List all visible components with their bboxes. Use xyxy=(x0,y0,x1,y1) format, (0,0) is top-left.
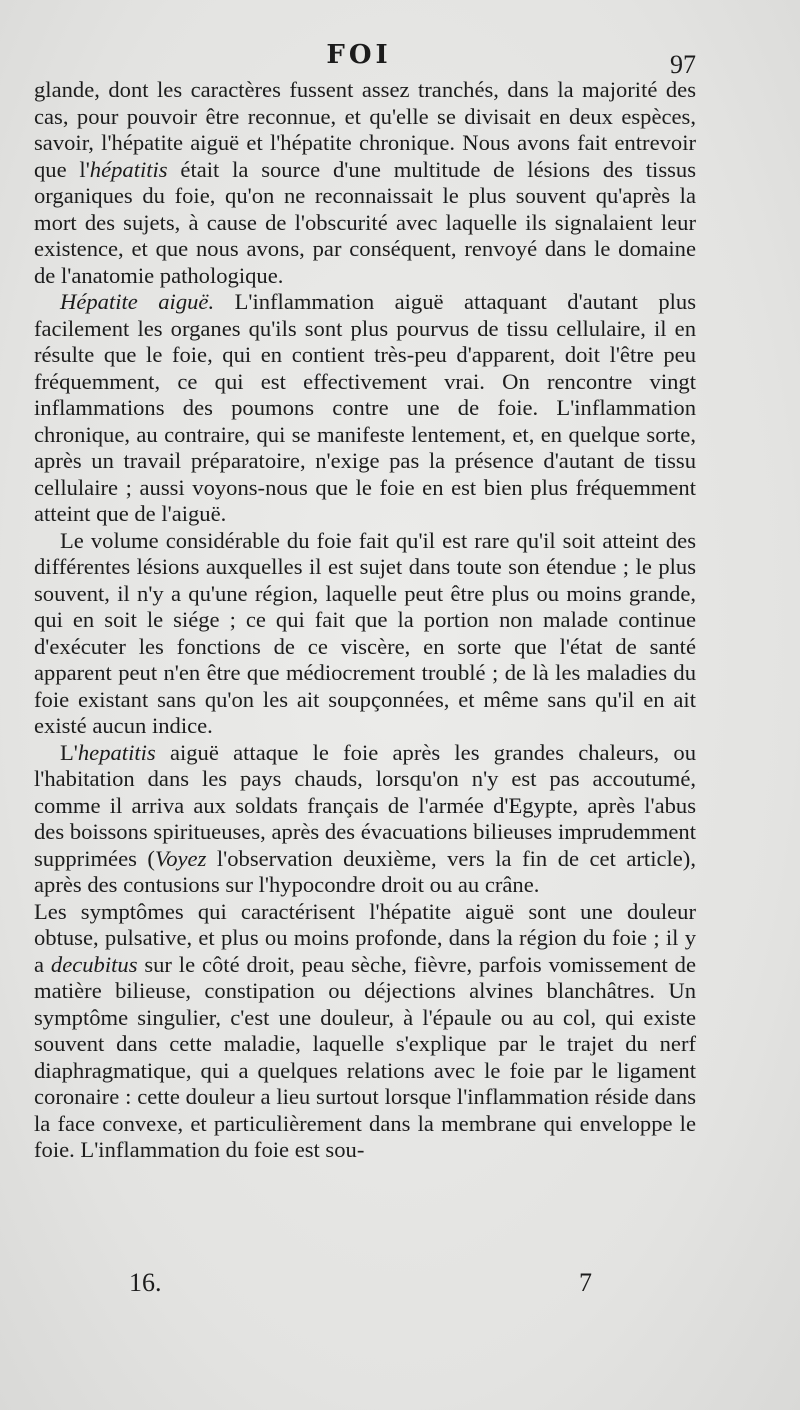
paragraph xyxy=(34,528,696,740)
sheet-number: 7 xyxy=(579,1268,592,1297)
text-run: était la source d'une multitude de lésions des tissus organiques du foie, qu'on ne reconnaissait le plus souvent qu'après la mort des sujets, à cause de l'obscurité avec laquelle ils signalaient leur existence, et que nous avons, par conséquent, renvoyé dans le domaine de l'anatomie pathologique. xyxy=(34,156,696,288)
italic-text: Voyez xyxy=(154,845,207,871)
text-run: glande, dont les caractères fussent assez tranchés, dans la majorité des cas, pour pouvoir être reconnue, et qu'elle se divisait en deux espèces, savoir, l'hépatite aiguë et l'hépatite chronique. Nous avons fait entrevoir que l' xyxy=(34,77,696,182)
text-run: aiguë attaque le foie après les grandes chaleurs, ou l'habitation dans les pays chauds, lorsqu'on n'y est pas accoutumé, comme il arriva aux soldats français de l'armée d'Egypte, après l'abus des boissons spiritueuses, après des évacuations bilieuses imprudemment supprimées ( xyxy=(34,739,696,871)
text-run: l'observation deuxième, vers la fin de cet article), après des contusions sur l'hypocondre droit ou au crâne. xyxy=(34,845,696,897)
text-run: Les symptômes qui caractérisent l'hépatite aiguë sont une douleur obtuse, pulsative, et plus ou moins profonde, dans la région du foie ; il y a xyxy=(34,898,696,977)
text-run: sur le côté droit, peau sèche, fièvre, parfois vomissement de matière bilieuse, constipation ou déjections alvines blanchâtres. Un symptôme singulier, c'est une douleur, à l'épaule ou au col, qui existe souvent dans cette maladie, laquelle s'explique par le trajet du nerf diaphragmatique, qui a quelques relations avec le foie par le ligament coronaire : cette douleur a lieu surtout lorsque l'inflammation réside dans la face convexe, et particulièrement dans la membrane qui enveloppe le foie. L'inflammation du foie est sou- xyxy=(34,951,696,1162)
paragraph xyxy=(34,289,696,528)
italic-text: decubitus xyxy=(50,951,138,977)
signature-mark: 16. xyxy=(129,1268,162,1297)
italic-text: hepatitis xyxy=(77,739,156,765)
page-header xyxy=(34,40,696,80)
page-number: 97 xyxy=(670,50,696,79)
italic-text: Hépatite aiguë. xyxy=(60,289,215,314)
text-run: Le volume considérable du foie fait qu'il est rare qu'il soit atteint des différentes lésions auxquelles il est sujet dans toute son étendue ; le plus souvent, il n'y a qu'une région, laquelle peut être plus ou moins grande, qui en soit le siége ; ce qui fait que la portion non malade continue d'exécuter les fonctions de ce viscère, en sorte que l'état de santé apparent peut n'en être que médiocrement troublé ; de là les maladies du foie existant sans qu'on les ait soupçonnées, et même sans qu'il en ait existé aucun indice. xyxy=(34,527,696,738)
text-run: L' xyxy=(60,739,78,765)
body-text xyxy=(34,77,696,1164)
text-run: L'inflammation aiguë attaquant d'autant plus facilement les organes qu'ils sont plus pourvus de tissu cellulaire, il en résulte que le foie, qui en contient très-peu d'apparent, doit l'être peu fréquemment, ce qui est effectivement vrai. On rencontre vingt inflammations des poumons contre une de foie. L'inflammation chronique, au contraire, qui se manifeste lentement, et, en quelque sorte, après un travail préparatoire, n'exige pas la présence d'autant de tissu cellulaire ; aussi voyons-nous que le foie en est bien plus fréquemment atteint que de l'aiguë. xyxy=(34,289,696,526)
paragraph xyxy=(34,740,696,899)
running-head: FOI xyxy=(326,40,392,70)
paragraph xyxy=(34,77,696,289)
italic-text: hépatitis xyxy=(89,156,168,182)
paragraph xyxy=(34,899,696,1164)
page-footer xyxy=(34,1268,696,1302)
